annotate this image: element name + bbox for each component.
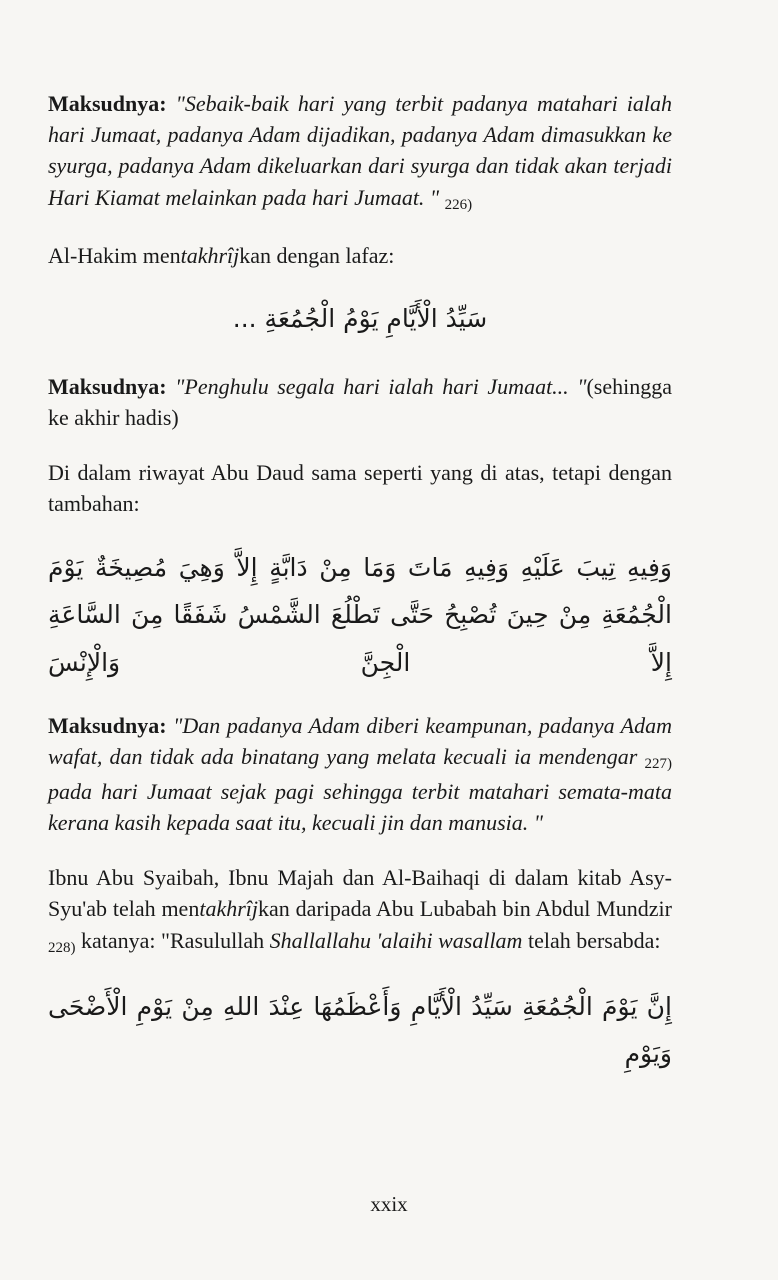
footnote-ref: 226) — [444, 196, 473, 213]
narration-paragraph — [48, 240, 672, 271]
narration-text: kan dengan lafaz: — [239, 243, 395, 268]
arabic-text-1: سَيِّدُ الْأَيَّامِ يَوْمُ الْجُمُعَةِ ... — [232, 304, 488, 334]
hadith-translation: "Penghulu segala hari ialah hari Jumaat... " — [175, 373, 587, 399]
narration-paragraph-2: Di dalam riwayat Abu Daud sama seperti yang di atas, tetapi dengan tambahan: — [48, 460, 672, 517]
translation-paragraph-2 — [48, 371, 672, 433]
narration-text: telah bersabda: — [527, 927, 661, 953]
footnote-ref: 227) — [644, 756, 672, 773]
hadith-translation: "Dan padanya Adam diberi keampunan, padanya Adam wafat, dan tidak ada binatang yang melata kecuali ia mendengar — [48, 713, 673, 770]
narration-text: Ibnu Abu Syaibah, Ibnu Majah dan Al-Baihaqi di dalam kitab Asy-Syu'ab telah men — [48, 865, 672, 922]
maksudnya-label: Maksudnya: — [48, 713, 167, 739]
narration-text: katanya: "Rasulullah — [81, 927, 265, 953]
translation-paragraph-1 — [48, 88, 672, 216]
italic-honorific: Shallallahu 'alaihi wasallam — [269, 927, 523, 953]
hadith-translation: pada hari Jumaat sejak pagi sehingga terbit matahari semata-mata kerana kasih kepada saat itu, kecuali jin dan manusia. " — [48, 778, 672, 835]
page-body — [48, 88, 672, 1102]
italic-term: takhrîj — [199, 896, 258, 922]
narration-text: kan daripada Abu Lubabah bin Abdul Mundzir — [258, 896, 672, 922]
note-text: (sehingga ke akhir hadis) — [48, 373, 672, 430]
maksudnya-label: Maksudnya: — [48, 91, 167, 116]
footnote-ref: 228) — [48, 939, 76, 956]
hadith-translation: "Sebaik-baik hari yang terbit padanya matahari ialah hari Jumaat, padanya Adam dijadikan, padanya Adam dimasukkan ke syurga, padanya Adam dikeluarkan dari syurga dan tidak akan terjadi Hari Kiamat melainkan pada hari Jumaat. " — [48, 91, 672, 210]
translation-paragraph-3 — [48, 710, 672, 838]
arabic-text-3: إِنَّ يَوْمَ الْجُمُعَةِ سَيِّدُ الْأَيَّامِ وَأَعْظَمُهَا عِنْدَ اللهِ مِنْ يَوْمِ الْأَضْحَى وَيَوْمِ — [48, 991, 672, 1069]
maksudnya-label: Maksudnya: — [48, 373, 167, 399]
arabic-text-2: وَفِيهِ تِيبَ عَلَيْهِ وَفِيهِ مَاتَ وَمَا مِنْ دَابَّةٍ إِلاَّ وَهِيَ مُصِيخَةٌ يَوْمَ الْجُمُعَةِ مِنْ حِينَ تُصْبِحُ حَتَّى تَطْلُعَ الشَّمْسُ شَفَقًا مِنَ السَّاعَةِ إِلاَّ الْجِنَّ وَالْإِنْسَ — [48, 552, 672, 677]
italic-term: takhrîj — [180, 243, 240, 268]
narration-paragraph-3 — [48, 862, 672, 959]
page-number: xxix — [370, 1192, 408, 1216]
narration-text: Al-Hakim men — [48, 243, 181, 268]
